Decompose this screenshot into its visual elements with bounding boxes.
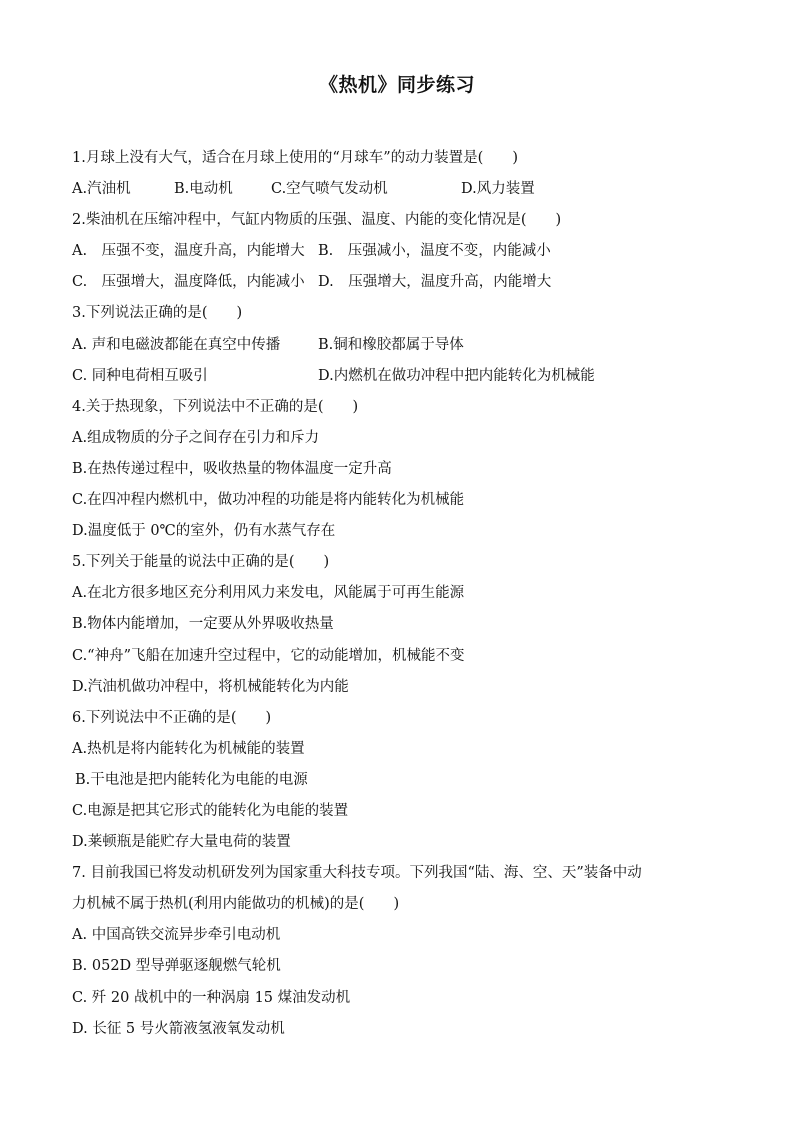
q2-option-d: D. 压强增大，温度升高，内能增大 — [318, 274, 552, 291]
q1-option-b: B.电动机 — [174, 181, 233, 198]
q5-stem: 5.下列关于能量的说法中正确的是( ) — [72, 554, 330, 571]
q1-option-d: D.风力装置 — [461, 181, 535, 198]
q5-option-d: D.汽油机做功冲程中，将机械能转化为内能 — [72, 678, 349, 695]
q7-stem-line1: 7. 目前我国已将发动机研发列为国家重大科技专项。下列我国“陆、海、空、天”装备中动 — [72, 865, 642, 882]
q7-stem-line2: 力机械不属于热机(利用内能做功的机械)的是( ) — [72, 896, 400, 913]
q4-option-b: B.在热传递过程中，吸收热量的物体温度一定升高 — [72, 460, 392, 477]
q3-option-d: D.内燃机在做功冲程中把内能转化为机械能 — [318, 367, 595, 384]
q7-option-a: A. 中国高铁交流异步牵引电动机 — [72, 927, 281, 944]
q2-options-ab — [72, 236, 732, 267]
q7-option-c: C. 歼 20 战机中的一种涡扇 15 煤油发动机 — [72, 989, 351, 1006]
q4-stem: 4.关于热现象，下列说法中不正确的是( ) — [72, 398, 359, 415]
q6-option-b: B.干电池是把内能转化为电能的电源 — [75, 771, 308, 788]
q3-option-a: A. 声和电磁波都能在真空中传播 — [72, 336, 281, 353]
q4-option-c: C.在四冲程内燃机中，做功冲程的功能是将内能转化为机械能 — [72, 492, 465, 509]
q4-option-d: D.温度低于 0℃的室外，仍有水蒸气存在 — [72, 523, 336, 540]
q1-option-c: C.空气喷气发动机 — [271, 181, 388, 198]
q1-option-a: A.汽油机 — [72, 181, 131, 198]
q3-option-b: B.铜和橡胶都属于导体 — [318, 336, 464, 353]
q6-option-a: A.热机是将内能转化为机械能的装置 — [72, 740, 305, 757]
q3-option-c: C. 同种电荷相互吸引 — [72, 367, 208, 384]
q2-options-cd — [72, 267, 732, 298]
q6-option-c: C.电源是把其它形式的能转化为电能的装置 — [72, 802, 349, 819]
q2-option-c: C. 压强增大，温度降低，内能减小 — [72, 274, 305, 291]
q7-option-b: B. 052D 型导弹驱逐舰燃气轮机 — [72, 958, 281, 975]
q5-option-a: A.在北方很多地区充分利用风力来发电，风能属于可再生能源 — [72, 585, 465, 602]
q1-options — [72, 174, 732, 205]
q5-option-c: C.“神舟”飞船在加速升空过程中，它的动能增加，机械能不变 — [72, 647, 465, 664]
q3-options-cd — [72, 361, 732, 392]
q7-option-d: D. 长征 5 号火箭液氢液氧发动机 — [72, 1020, 285, 1037]
q2-option-a: A. 压强不变，温度升高，内能增大 — [72, 243, 305, 260]
q1-stem: 1.月球上没有大气，适合在月球上使用的“月球车”的动力装置是( ) — [72, 150, 518, 166]
q5-option-b: B.物体内能增加，一定要从外界吸收热量 — [72, 616, 334, 633]
q3-options-ab — [72, 330, 732, 361]
q2-option-b: B. 压强减小，温度不变，内能减小 — [318, 243, 551, 260]
q2-stem: 2.柴油机在压缩冲程中，气缸内物质的压强、温度、内能的变化情况是( ) — [72, 212, 562, 229]
q6-stem: 6.下列说法中不正确的是( ) — [72, 709, 272, 726]
q3-stem: 3.下列说法正确的是( ) — [72, 305, 243, 322]
page-title: 《热机》同步练习 — [318, 74, 475, 96]
q6-option-d: D.莱顿瓶是能贮存大量电荷的装置 — [72, 834, 291, 851]
questions — [72, 143, 732, 1045]
q4-option-a: A.组成物质的分子之间存在引力和斥力 — [72, 429, 320, 446]
